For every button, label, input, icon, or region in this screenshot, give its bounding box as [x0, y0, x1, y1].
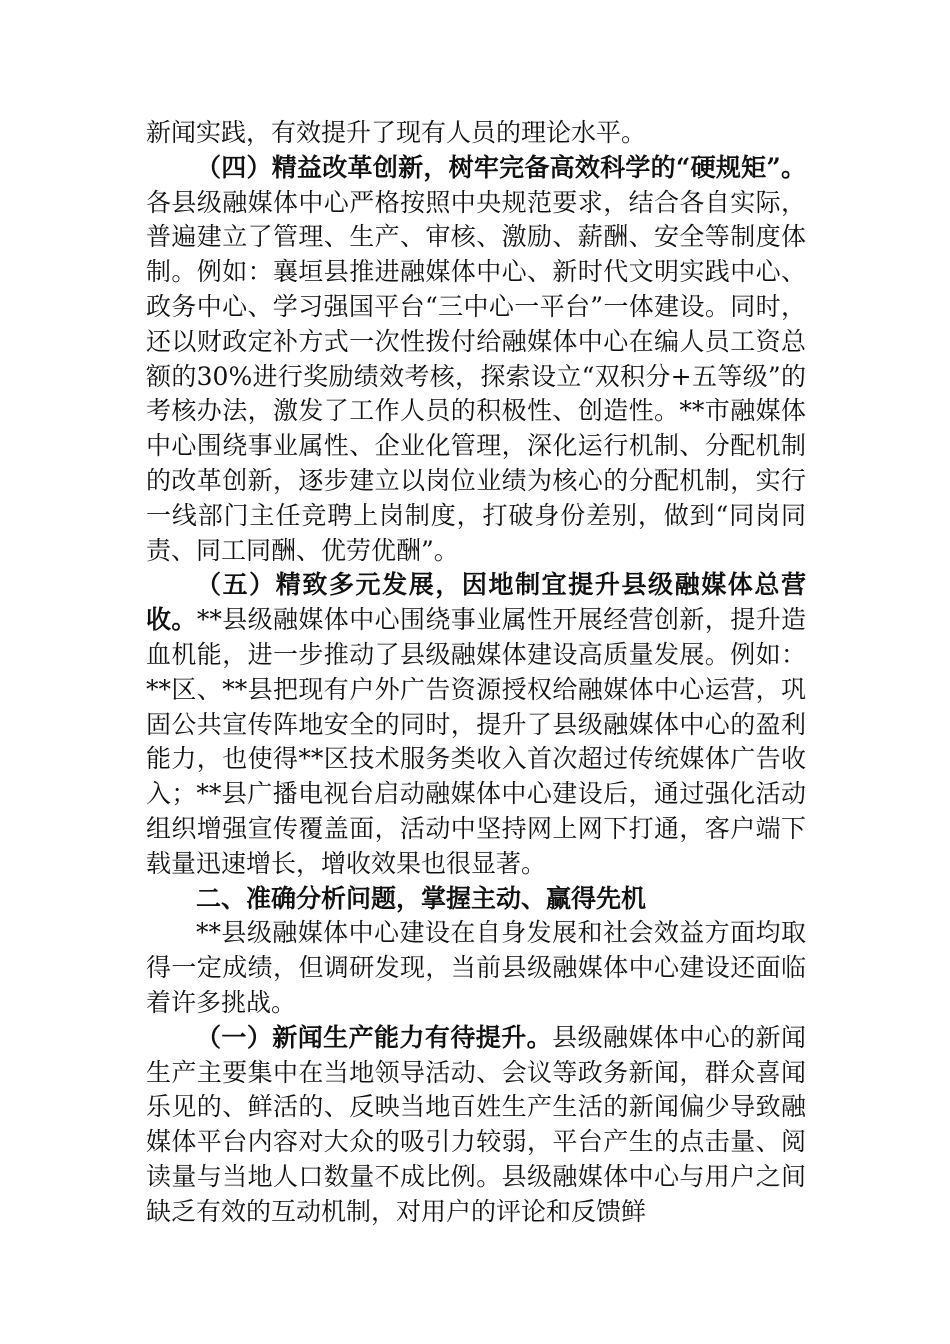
paragraph-text: 新闻实践，有效提升了现有人员的理论水平。	[146, 118, 647, 147]
paragraph-subsection-one	[146, 1021, 806, 1230]
paragraph-continuation	[146, 116, 806, 151]
section-lead: （一）新闻生产能力有待提升。	[196, 1022, 553, 1052]
section-lead: （四）精益改革创新，树牢完备高效科学的“硬规矩”。	[196, 152, 806, 182]
paragraph-text: 各县级融媒体中心严格按照中央规范要求，结合各自实际，普遍建立了管理、生产、审核、激励、薪酬、安全等制度体制。例如：襄垣县推进融媒体中心、新时代文明实践中心、政务中心、学习强国平台“三中心一平台”一体建设。同时，还以财政定补方式一次性拨付给融媒体中心在编人员工资总额的30%进行奖励绩效考核，探索设立“双积分+五等级”的考核办法，激发了工作人员的积极性、创造性。**市融媒体中心围绕事业属性、企业化管理，深化运行机制、分配机制的改革创新，逐步建立以岗位业绩为核心的分配机制，实行一线部门主任竞聘上岗制度，打破身份差别，做到“同岗同责、同工同酬、优劳优酬”。	[146, 187, 806, 565]
document-body	[146, 116, 806, 1230]
paragraph-section-five	[146, 568, 806, 881]
paragraph-text: **县级融媒体中心围绕事业属性开展经营创新，提升造血机能，进一步推动了县级融媒体建设高质量发展。例如：**区、**县把现有户外广告资源授权给融媒体中心运营，巩固公共宣传阵地安全的同时，提升了县级融媒体中心的盈利能力，也使得**区技术服务类收入首次超过传统媒体广告收入；**县广播电视台启动融媒体中心建设后，通过强化活动组织增强宣传覆盖面，活动中坚持网上网下打通，客户端下载量迅速增长，增收效果也很显著。	[146, 605, 806, 878]
paragraph-section-four	[146, 151, 806, 569]
paragraph-text: 县级融媒体中心的新闻生产主要集中在当地领导活动、会议等政务新闻，群众喜闻乐见的、鲜活的、反映当地百姓生产生活的新闻偏少导致融媒体平台内容对大众的吸引力较弱，平台产生的点击量、阅读量与当地人口数量不成比例。县级融媒体中心与用户之间缺乏有效的互动机制，对用户的评论和反馈鲜	[146, 1022, 806, 1226]
section-lead: （五）精致多元发展，因地制宜提升县级融媒体总营收。	[146, 570, 806, 635]
paragraph-intro	[146, 916, 806, 1020]
paragraph-text: **县级融媒体中心建设在自身发展和社会效益方面均取得一定成绩，但调研发现，当前县级融媒体中心建设还面临着许多挑战。	[146, 918, 806, 1017]
section-heading-two: 二、准确分析问题，掌握主动、赢得先机	[196, 883, 647, 913]
